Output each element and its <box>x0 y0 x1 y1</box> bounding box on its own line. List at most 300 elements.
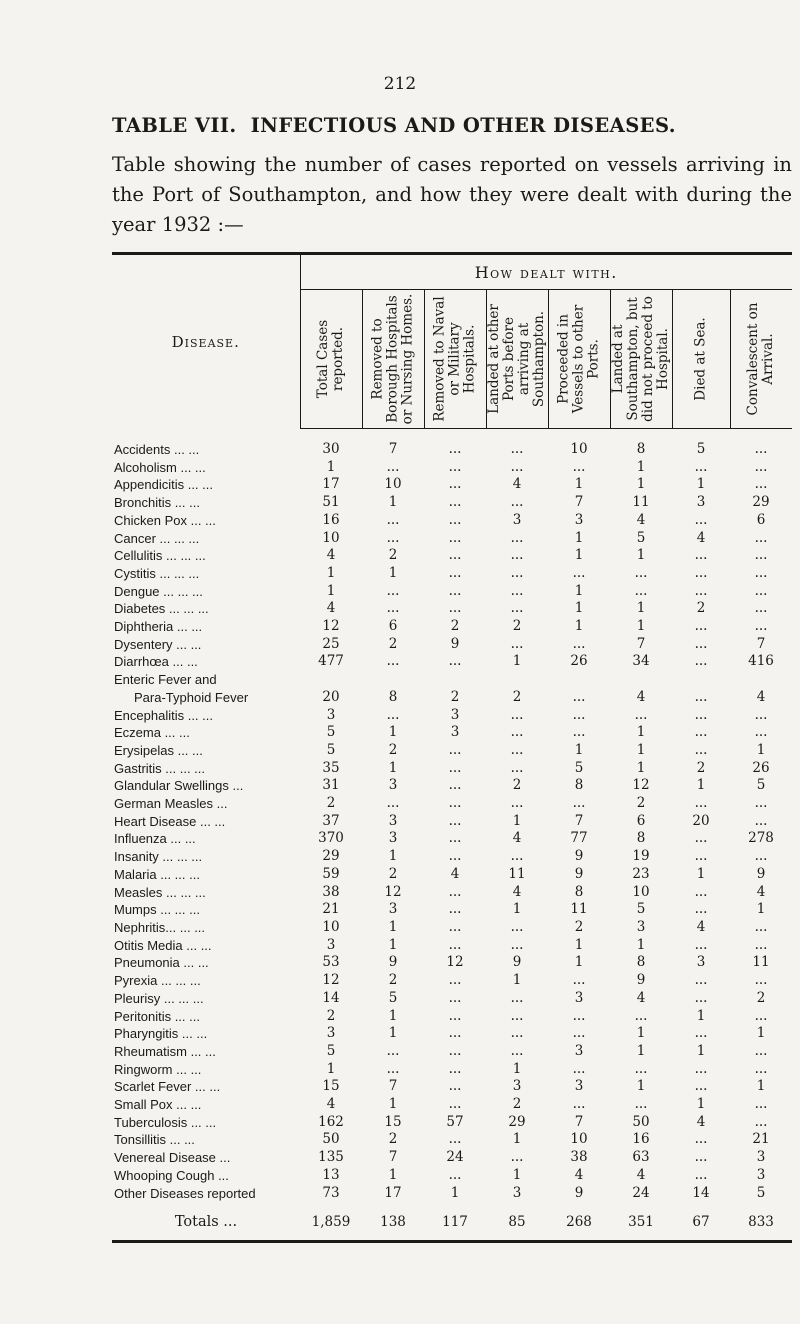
cell-value: 1 <box>636 936 646 953</box>
cell-value: 1 <box>326 564 336 581</box>
table-row <box>112 565 792 583</box>
cell-value: ... <box>510 441 524 457</box>
total-value: 268 <box>566 1214 592 1231</box>
disease-name: Encephalitis ... ... <box>114 707 213 723</box>
table-title <box>112 114 690 137</box>
cell-value: ... <box>448 883 462 900</box>
cell-value: ... <box>448 441 462 457</box>
cell-value: ... <box>754 547 768 564</box>
cell-value: 9 <box>574 865 584 882</box>
cell-value: 4 <box>636 1166 646 1183</box>
table-row <box>112 1096 792 1114</box>
cell-value: 53 <box>322 954 340 971</box>
cell-value: 7 <box>388 441 398 457</box>
cell-value: 3 <box>388 812 398 829</box>
cell-value: 4 <box>326 547 336 564</box>
disease-name: Scarlet Fever ... ... <box>114 1079 221 1095</box>
cell-value: 1 <box>696 1007 706 1024</box>
table-row <box>112 990 792 1008</box>
disease-name: Tuberculosis ... ... <box>114 1114 217 1130</box>
total-value: 351 <box>628 1214 654 1231</box>
cell-value: 9 <box>388 954 398 971</box>
cell-value: 5 <box>636 901 646 918</box>
bottom-rule <box>112 1240 792 1243</box>
cell-value: ... <box>448 529 462 546</box>
cell-value: ... <box>754 458 768 475</box>
cell-value: ... <box>694 848 708 865</box>
cell-value: 31 <box>322 777 340 794</box>
cell-value: 1 <box>388 1096 398 1113</box>
column-header <box>548 290 610 429</box>
cell-value: 3 <box>756 1166 766 1183</box>
cell-value: 1 <box>636 618 646 635</box>
table-heading: INFECTIOUS AND OTHER DISEASES. <box>250 114 676 137</box>
cell-value: 6 <box>636 812 646 829</box>
cell-value: 10 <box>570 441 588 457</box>
cell-value: ... <box>694 511 708 528</box>
cell-value: ... <box>754 441 768 457</box>
disease-name: Other Diseases reported <box>114 1185 256 1201</box>
cell-value: 38 <box>322 883 340 900</box>
cell-value: 4 <box>756 688 766 705</box>
cell-value: ... <box>572 564 586 581</box>
disease-name: Otitis Media ... ... <box>114 937 212 953</box>
cell-value: 278 <box>748 830 774 847</box>
table-row <box>112 919 792 937</box>
cell-value: 2 <box>388 547 398 564</box>
cell-value: ... <box>448 1042 462 1059</box>
cell-value: 7 <box>574 812 584 829</box>
cell-value: ... <box>510 529 524 546</box>
table-row <box>112 653 792 671</box>
cell-value: 1 <box>512 653 522 670</box>
cell-value: ... <box>448 936 462 953</box>
cell-value: 11 <box>752 954 770 971</box>
cell-value: ... <box>510 458 524 475</box>
cell-value: ... <box>694 830 708 847</box>
cell-value: 19 <box>632 848 650 865</box>
cell-value: ... <box>448 547 462 564</box>
cell-value: 1 <box>696 865 706 882</box>
cell-value <box>300 671 362 689</box>
cell-value: 26 <box>752 759 770 776</box>
cell-value: ... <box>572 635 586 652</box>
cell-value: ... <box>510 635 524 652</box>
cell-value: 3 <box>326 1025 336 1042</box>
cell-value: 3 <box>696 494 706 511</box>
cell-value: ... <box>386 529 400 546</box>
cell-value <box>362 671 424 689</box>
cell-value: ... <box>510 795 524 812</box>
cell-value: 17 <box>322 476 340 493</box>
cell-value: 3 <box>512 1078 522 1095</box>
cell-value: 10 <box>632 883 650 900</box>
cell-value: 4 <box>574 1166 584 1183</box>
disease-name: Chicken Pox ... ... <box>114 512 216 528</box>
disease-name: Whooping Cough ... <box>114 1167 229 1183</box>
cell-value: 1 <box>696 1042 706 1059</box>
cell-value: 3 <box>450 706 460 723</box>
cell-value: ... <box>694 582 708 599</box>
cell-value: ... <box>448 848 462 865</box>
column-header <box>424 290 486 429</box>
cell-value: 23 <box>632 865 650 882</box>
table-row <box>112 618 792 636</box>
cell-value: ... <box>510 582 524 599</box>
disease-name: Diphtheria ... ... <box>114 619 203 635</box>
cell-value: 50 <box>632 1113 650 1130</box>
cell-value: 4 <box>636 688 646 705</box>
cell-value: 3 <box>696 954 706 971</box>
cell-value: ... <box>448 1007 462 1024</box>
cell-value: ... <box>754 936 768 953</box>
cell-value: 2 <box>326 795 336 812</box>
intro-paragraph: Table showing the number of cases reported on vessels arriving in the Port of Southampton, and how they were dealt with during the year 1932 :— <box>112 153 792 236</box>
disease-name: Gastritis ... ... ... <box>114 760 206 776</box>
disease-name: Small Pox ... ... <box>114 1097 202 1113</box>
totals-label: Totals ... <box>174 1214 238 1231</box>
cell-value: 2 <box>756 989 766 1006</box>
cell-value: ... <box>694 724 708 741</box>
cell-value: 3 <box>574 1078 584 1095</box>
disease-name: Eczema ... ... <box>114 725 190 741</box>
cell-value: 20 <box>692 812 710 829</box>
table-row <box>112 583 792 601</box>
cell-value: ... <box>754 918 768 935</box>
cell-value: ... <box>448 812 462 829</box>
column-header <box>672 290 730 429</box>
cell-value: ... <box>448 1060 462 1077</box>
cell-value: ... <box>448 1078 462 1095</box>
cell-value: ... <box>754 1096 768 1113</box>
cell-value: 8 <box>636 954 646 971</box>
cell-value: ... <box>694 653 708 670</box>
cell-value: 4 <box>326 600 336 617</box>
cell-value: 1 <box>388 724 398 741</box>
cell-value: ... <box>572 706 586 723</box>
column-header <box>610 290 672 429</box>
cell-value: 7 <box>388 1149 398 1166</box>
cell-value: 1 <box>388 494 398 511</box>
column-header-label: Convalescent on Arrival. <box>745 302 777 416</box>
page-number: 212 <box>383 74 417 94</box>
cell-value: ... <box>694 989 708 1006</box>
table-row <box>112 1167 792 1185</box>
cell-value: 2 <box>388 1131 398 1148</box>
cell-value: ... <box>448 795 462 812</box>
cell-value: 24 <box>446 1149 464 1166</box>
cell-value: 11 <box>570 901 588 918</box>
cell-value: 6 <box>756 511 766 528</box>
cell-value: 416 <box>748 653 774 670</box>
cell-value: ... <box>448 494 462 511</box>
table-row <box>112 742 792 760</box>
column-header-label: Landed at other Ports before arriving at Southampton. <box>486 304 547 414</box>
column-header <box>300 290 362 429</box>
totals-row <box>112 1206 792 1240</box>
table-row <box>112 689 792 707</box>
cell-value: 73 <box>322 1184 340 1201</box>
table-row <box>112 901 792 919</box>
cell-value: ... <box>448 1025 462 1042</box>
cell-value: 1 <box>512 1166 522 1183</box>
cell-value: ... <box>634 564 648 581</box>
cell-value: 10 <box>384 476 402 493</box>
table-row <box>112 1078 792 1096</box>
cell-value: 2 <box>512 777 522 794</box>
table-row <box>112 848 792 866</box>
cell-value: ... <box>754 529 768 546</box>
cell-value: ... <box>448 972 462 989</box>
cell-value: ... <box>694 883 708 900</box>
cell-value: 1 <box>636 600 646 617</box>
cell-value: 4 <box>696 918 706 935</box>
cell-value: 20 <box>322 688 340 705</box>
cell-value: ... <box>754 1042 768 1059</box>
cell-value: ... <box>386 653 400 670</box>
cell-value: 1 <box>574 547 584 564</box>
cell-value: ... <box>694 741 708 758</box>
cell-value: 5 <box>756 777 766 794</box>
cell-value: 3 <box>512 1184 522 1201</box>
cell-value: 12 <box>322 972 340 989</box>
cell-value: 25 <box>322 635 340 652</box>
total-value: 1,859 <box>311 1214 351 1231</box>
table-row <box>112 937 792 955</box>
disease-table <box>112 252 792 1243</box>
cell-value: 30 <box>322 441 340 457</box>
cell-value: 3 <box>574 1042 584 1059</box>
cell-value: ... <box>694 1131 708 1148</box>
table-row <box>112 459 792 477</box>
cell-value: ... <box>754 476 768 493</box>
cell-value: 29 <box>508 1113 526 1130</box>
cell-value <box>486 671 548 689</box>
cell-value: ... <box>510 547 524 564</box>
cell-value: 2 <box>696 759 706 776</box>
cell-value: 1 <box>388 1025 398 1042</box>
column-header-label: Proceeded in Vessels to other Ports. <box>555 304 602 414</box>
cell-value: ... <box>510 918 524 935</box>
cell-value: 12 <box>446 954 464 971</box>
cell-value: ... <box>694 1060 708 1077</box>
cell-value: 5 <box>388 989 398 1006</box>
cell-value: 50 <box>322 1131 340 1148</box>
cell-value: 7 <box>574 494 584 511</box>
cell-value: ... <box>634 706 648 723</box>
cell-value: ... <box>754 1113 768 1130</box>
cell-value: 14 <box>692 1184 710 1201</box>
cell-value: ... <box>572 1096 586 1113</box>
cell-value: ... <box>448 653 462 670</box>
disease-name: Influenza ... ... <box>114 831 196 847</box>
cell-value: ... <box>694 688 708 705</box>
cell-value: 1 <box>756 901 766 918</box>
cell-value: 11 <box>632 494 650 511</box>
cell-value: 4 <box>696 1113 706 1130</box>
disease-name: German Measles ... <box>114 796 228 812</box>
cell-value: ... <box>386 795 400 812</box>
cell-value: 10 <box>570 1131 588 1148</box>
disease-name: Glandular Swellings ... <box>114 778 244 794</box>
table-row <box>112 494 792 512</box>
cell-value: 24 <box>632 1184 650 1201</box>
cell-value: 1 <box>326 458 336 475</box>
disease-name: Rheumatism ... ... <box>114 1043 216 1059</box>
cell-value: 57 <box>446 1113 464 1130</box>
cell-value: ... <box>634 1007 648 1024</box>
cell-value: 3 <box>756 1149 766 1166</box>
cell-value: ... <box>386 1042 400 1059</box>
cell-value: 135 <box>318 1149 344 1166</box>
cell-value: ... <box>386 511 400 528</box>
cell-value: 2 <box>696 600 706 617</box>
cell-value: ... <box>510 706 524 723</box>
cell-value <box>672 671 730 689</box>
disease-name: Enteric Fever and <box>114 672 217 688</box>
cell-value: 8 <box>574 777 584 794</box>
table-row <box>112 724 792 742</box>
cell-value: 1 <box>636 1025 646 1042</box>
table-row <box>112 760 792 778</box>
cell-value: ... <box>448 600 462 617</box>
cell-value: 6 <box>388 618 398 635</box>
cell-value <box>424 671 486 689</box>
cell-value: 77 <box>570 830 588 847</box>
cell-value: ... <box>694 458 708 475</box>
cell-value: ... <box>510 1025 524 1042</box>
cell-value: 5 <box>326 724 336 741</box>
cell-value: 1 <box>636 476 646 493</box>
cell-value: 8 <box>636 830 646 847</box>
table-row <box>112 1114 792 1132</box>
cell-value: 9 <box>574 848 584 865</box>
cell-value: 1 <box>388 936 398 953</box>
cell-value: ... <box>510 989 524 1006</box>
cell-value: 2 <box>512 618 522 635</box>
cell-value: 1 <box>512 901 522 918</box>
cell-value: 9 <box>756 865 766 882</box>
cell-value: ... <box>572 724 586 741</box>
disease-name: Pleurisy ... ... ... <box>114 990 204 1006</box>
cell-value: 37 <box>322 812 340 829</box>
cell-value: ... <box>694 547 708 564</box>
cell-value: 162 <box>318 1113 344 1130</box>
cell-value: ... <box>572 795 586 812</box>
cell-value: ... <box>510 759 524 776</box>
total-value: 67 <box>692 1214 710 1231</box>
cell-value: ... <box>572 1007 586 1024</box>
cell-value: 5 <box>326 741 336 758</box>
data-table <box>112 255 792 1240</box>
cell-value: 1 <box>326 1060 336 1077</box>
cell-value: 5 <box>574 759 584 776</box>
cell-value: 35 <box>322 759 340 776</box>
cell-value: 3 <box>450 724 460 741</box>
table-row <box>112 1061 792 1079</box>
cell-value: 4 <box>512 883 522 900</box>
table-row <box>112 476 792 494</box>
cell-value: 16 <box>632 1131 650 1148</box>
cell-value: ... <box>448 759 462 776</box>
table-row <box>112 636 792 654</box>
table-label: TABLE VII. <box>112 114 237 137</box>
cell-value: ... <box>510 724 524 741</box>
cell-value: 9 <box>450 635 460 652</box>
disease-name: Measles ... ... ... <box>114 884 206 900</box>
disease-name: Venereal Disease ... <box>114 1150 231 1166</box>
cell-value: 1 <box>388 1166 398 1183</box>
table-row <box>112 1043 792 1061</box>
table-row <box>112 1008 792 1026</box>
disease-name: Cancer ... ... ... <box>114 530 200 546</box>
disease-name: Tonsillitis ... ... <box>114 1132 195 1148</box>
cell-value: 2 <box>388 972 398 989</box>
cell-value <box>548 671 610 689</box>
cell-value: 51 <box>322 494 340 511</box>
cell-value: 8 <box>388 688 398 705</box>
cell-value: 1 <box>636 458 646 475</box>
cell-value: ... <box>694 1149 708 1166</box>
cell-value: 17 <box>384 1184 402 1201</box>
cell-value: 4 <box>512 476 522 493</box>
cell-value: ... <box>572 688 586 705</box>
cell-value: 21 <box>752 1131 770 1148</box>
cell-value: 3 <box>574 989 584 1006</box>
cell-value: 2 <box>574 918 584 935</box>
disease-name: Dengue ... ... ... <box>114 583 203 599</box>
cell-value: ... <box>386 600 400 617</box>
cell-value: 1 <box>756 1025 766 1042</box>
cell-value: 1 <box>756 1078 766 1095</box>
cell-value: ... <box>510 936 524 953</box>
cell-value: ... <box>448 777 462 794</box>
cell-value: 15 <box>384 1113 402 1130</box>
cell-value: 59 <box>322 865 340 882</box>
disease-column-header: Disease. <box>112 255 300 429</box>
table-row <box>112 600 792 618</box>
cell-value: 12 <box>632 777 650 794</box>
cell-value: ... <box>448 511 462 528</box>
table-row <box>112 813 792 831</box>
cell-value: 15 <box>322 1078 340 1095</box>
cell-value: 2 <box>388 865 398 882</box>
total-value: 833 <box>748 1214 774 1231</box>
cell-value: 2 <box>388 635 398 652</box>
cell-value: 1 <box>574 954 584 971</box>
cell-value: 10 <box>322 529 340 546</box>
cell-value: ... <box>754 724 768 741</box>
cell-value <box>730 671 792 689</box>
disease-name: Diabetes ... ... ... <box>114 601 209 617</box>
cell-value: 21 <box>322 901 340 918</box>
cell-value: ... <box>694 618 708 635</box>
disease-name: Dysentery ... ... <box>114 636 202 652</box>
total-value: 85 <box>508 1214 526 1231</box>
cell-value: 1 <box>574 529 584 546</box>
column-header-label: Died at Sea. <box>692 317 709 401</box>
cell-value: ... <box>572 1025 586 1042</box>
cell-value: 1 <box>512 812 522 829</box>
cell-value: ... <box>754 812 768 829</box>
cell-value: 14 <box>322 989 340 1006</box>
disease-name: Peritonitis ... ... <box>114 1008 200 1024</box>
cell-value: ... <box>386 582 400 599</box>
cell-value: 3 <box>512 511 522 528</box>
cell-value: 1 <box>574 936 584 953</box>
cell-value: ... <box>572 458 586 475</box>
spacer-row <box>112 429 792 442</box>
